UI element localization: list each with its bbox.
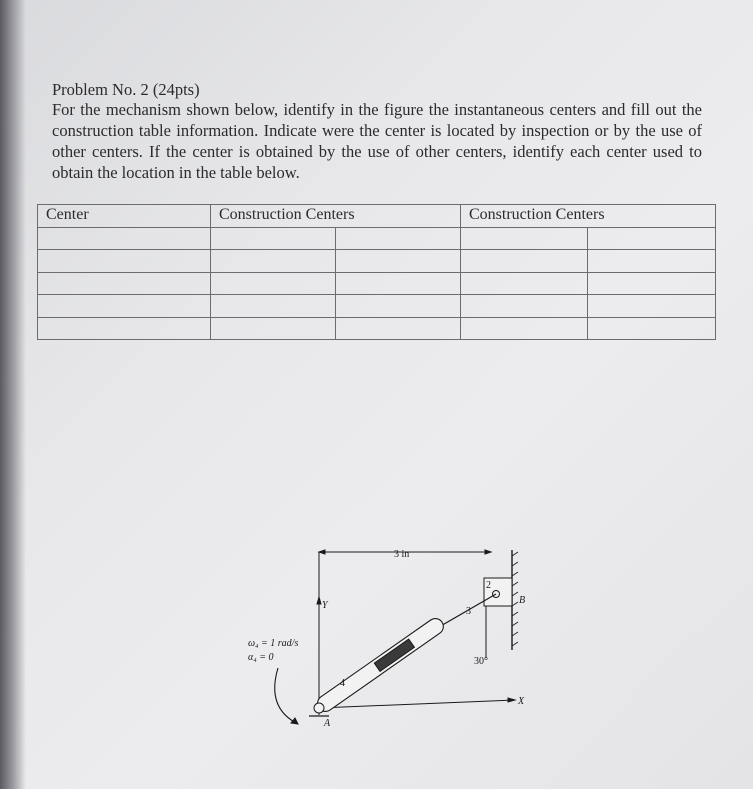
header-blank-2 <box>588 205 716 228</box>
table-cell[interactable] <box>336 317 461 340</box>
arrowhead-icon <box>317 597 321 604</box>
rotation-arrow <box>275 668 298 724</box>
dimension-label: 3 in <box>394 549 410 560</box>
link-3-label: 3 <box>466 606 471 617</box>
page-shadow <box>0 0 26 789</box>
table-row <box>38 295 716 318</box>
table-cell[interactable] <box>336 250 461 273</box>
construction-table <box>37 204 716 340</box>
table-cell[interactable] <box>336 227 461 250</box>
header-center: Center <box>38 205 211 228</box>
problem-title: Problem No. 2 (24pts) <box>52 80 200 99</box>
table-cell[interactable] <box>461 227 588 250</box>
table-cell[interactable] <box>588 250 716 273</box>
table-row <box>38 317 716 340</box>
table-cell[interactable] <box>336 272 461 295</box>
ground-hatch <box>512 552 518 646</box>
link-4-label: 4 <box>340 678 345 689</box>
pivot-a <box>314 703 324 713</box>
arrowhead-icon <box>319 550 325 554</box>
table-cell[interactable] <box>588 295 716 318</box>
table-cell[interactable] <box>211 227 336 250</box>
table-cell[interactable] <box>588 227 716 250</box>
table-row <box>38 272 716 295</box>
table-row <box>38 250 716 273</box>
x-axis-label: X <box>518 696 525 707</box>
table-cell[interactable] <box>588 317 716 340</box>
table-cell[interactable] <box>211 317 336 340</box>
table-cell[interactable] <box>211 250 336 273</box>
table-cell[interactable] <box>461 250 588 273</box>
table-cell[interactable] <box>588 272 716 295</box>
table-cell[interactable] <box>461 272 588 295</box>
arrowhead-icon <box>485 550 491 554</box>
table-cell[interactable] <box>461 295 588 318</box>
alpha-label: α₄ = 0 <box>248 652 274 663</box>
problem-statement: For the mechanism shown below, identify in the figure the instantaneous centers and fill out the construction table information. Indicate were the center is located by inspection or by the use of other centers. If the center is obtained by the use of other centers, identify each center used to obtain the location in the table below. <box>52 100 702 182</box>
table-cell[interactable] <box>38 250 211 273</box>
arrowhead-icon <box>508 698 515 702</box>
header-construction-centers-2: Construction Centers <box>461 205 588 228</box>
point-a-label: A <box>324 718 331 729</box>
header-construction-centers-1: Construction Centers <box>211 205 336 228</box>
table-cell[interactable] <box>38 227 211 250</box>
angle-label: 30° <box>474 656 488 667</box>
omega-label: ω₄ = 1 rad/s <box>248 638 299 649</box>
table-cell[interactable] <box>38 272 211 295</box>
y-axis-label: Y <box>322 600 328 611</box>
table-cell[interactable] <box>336 295 461 318</box>
table-cell[interactable] <box>211 272 336 295</box>
point-b-label: B <box>519 595 526 606</box>
table-row <box>38 227 716 250</box>
table-cell[interactable] <box>38 295 211 318</box>
mechanism-figure <box>230 540 550 760</box>
table-header-row <box>38 205 716 228</box>
link-2-label: 2 <box>486 580 491 591</box>
arrowhead-icon <box>291 718 298 724</box>
x-axis <box>319 700 515 708</box>
table-cell[interactable] <box>38 317 211 340</box>
link-4 <box>314 615 446 714</box>
table-cell[interactable] <box>461 317 588 340</box>
table-cell[interactable] <box>211 295 336 318</box>
